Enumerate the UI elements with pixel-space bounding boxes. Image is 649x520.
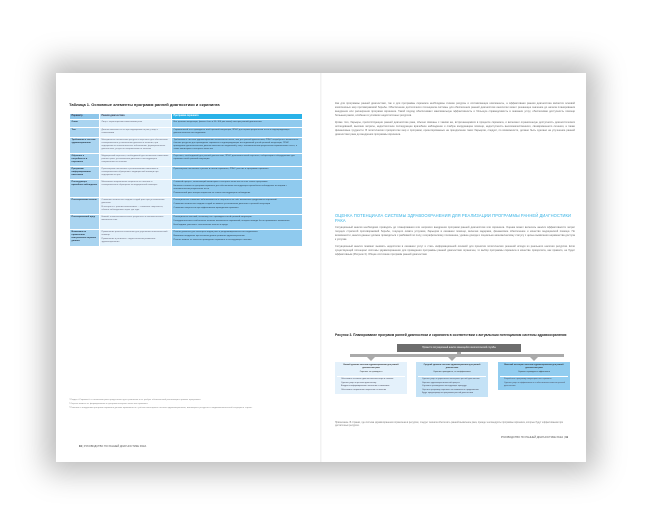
body-paragraph: Как для программы ранней диагностики, так и для программы скрининга необходимы схожие ресурсы и составляющие компоненты, а эффективная ранняя диагностика является основой комплексных мер противораковой борьбы. Обеспечение достаточного потенциала системы для обеспечения ранней диагностики онкологии имеет решающее значение до начала планирования внедрения или расширения программ скрининга. Такой подход обеспечивает максимальную эффективность и бóльшую справедливость в оказании услуг, обеспечивая доступность помощи больным раком, особенно в условиях недостаточных ресурсов. <box>335 102 575 117</box>
box-list <box>500 378 568 387</box>
early-diagnosis-cell <box>100 214 172 229</box>
figure-note: Примечание. В странах, где система здравоохранения ограничена в ресурсах, следует сначала обеспечить ранний выявление рака, прежде чем внедрять программы скрининга, которые будут эффективными при достаточных ресурсах. <box>335 422 564 428</box>
cell-paragraph: В контрасте с ранним выявлением — снижение смертности, обычно наблюдаемое через три года <box>101 205 164 211</box>
box-list-item: • Будут предотвращены программы ранней диагностики <box>422 392 486 395</box>
row-parameter: Требования к системе здравоохранения <box>70 137 100 153</box>
arrow-down-icon <box>366 356 376 361</box>
diagram-box <box>416 362 488 397</box>
screening-cell <box>172 197 303 214</box>
comparison-table <box>69 113 303 247</box>
table-row <box>70 230 303 247</box>
table-row <box>70 214 303 229</box>
table-row <box>70 153 303 166</box>
box-title: Низкий уровень системы здравоохранения для ранней диагностики рака <box>343 364 399 369</box>
left-page <box>56 73 321 462</box>
section-heading: ОЦЕНКА ПОТЕНЦИАЛА СИСТЕМЫ ЗДРАВООХРАНЕНИЯ ДЛЯ РЕАЛИЗАЦИИ ПРОГРАММЫ РАННЕЙ ДИАГНОСТИКИ РАКА <box>335 213 572 224</box>
row-parameter: Потенциальный вред <box>70 214 100 229</box>
header-early-diagnosis: Ранняя диагностика <box>100 114 172 120</box>
table-title: Таблица 1. Основные элементы программ ранней диагностики и скрининга <box>69 102 220 107</box>
screening-cell <box>172 230 303 247</box>
box-subtitle: Скрининг не проводится <box>337 371 405 377</box>
table-row <box>70 179 303 197</box>
row-parameter: Программа информирования населения <box>70 166 100 179</box>
cell-paragraph: Медицинский персонал, необходимый для выявления симптомов раннего рака, установления диагноза и последующего направления на лечение <box>101 154 169 163</box>
row-parameter: Последующее врачебное наблюдение <box>70 179 100 197</box>
diagram-top-box: Провести ситуационный анализ имеющейся онкологической службы <box>397 344 521 352</box>
cell-paragraph: Польза доказана для некоторых видов рака в рандомизированных исследованиях <box>173 231 258 234</box>
cell-paragraph: Применение в регионах с недостаточным развитием здравоохранения <box>101 238 156 243</box>
cell-paragraph: Снижение смертности при эффективном проведении скрининга <box>173 206 239 209</box>
folio-left <box>79 445 146 448</box>
diagram-box <box>498 362 570 390</box>
early-diagnosis-cell <box>100 179 172 197</box>
header-parameter: Параметр <box>70 114 100 120</box>
box-list-item: • Внедрить информирование населения о симптомах <box>341 385 405 388</box>
box-title: Средний уровень системы здравоохранения для ранней диагностики <box>423 364 481 369</box>
table-row <box>70 120 303 127</box>
intro-text <box>335 102 575 140</box>
box-list-item: • Обеспечить основные диагностические меры и лечение <box>341 378 405 381</box>
header-screening: Программа скрининга <box>172 114 303 120</box>
screening-cell <box>172 137 303 153</box>
cell-paragraph: Требования к системе здравоохранения значительно выше, чем для ранней диагностики; ЛПНС потребуется значительно больше ресурсов для проведения скрининга и подтверждающих исследований у всей целевой популяции, ЛПНС проведение дополнительных диагностических исследований у лиц с положительным результатом скринингового теста, а также мониторинг и контроль качества <box>173 138 299 150</box>
cell-paragraph: Возможно внедрение при высоком уровне развития здравоохранения <box>173 235 245 238</box>
cell-paragraph: Низкий: ложноположительные результаты и незначительные вмешательства <box>101 216 164 222</box>
early-diagnosis-cell <box>100 166 172 179</box>
box-subtitle: Скрининг проводится эффективно <box>500 371 568 377</box>
figure-caption: Рисунок 3. Планирование программ ранней диагностики и скрининга в соответствии с актуальным потенциалом системы здравоохранения <box>335 333 567 337</box>
cell-paragraph: Диагностические тесты при подозрении на рак у лица с симптомами <box>101 128 159 134</box>
cell-paragraph: Большая сложность программ скрининга для обеспечения последующего врачебного наблюдения за лицами с положительным результатом теста <box>173 185 287 190</box>
diagram-box <box>335 362 407 394</box>
box-list-item: • Оценить программу скрининга на возможность продолжения <box>422 389 486 392</box>
early-diagnosis-cell <box>100 137 172 153</box>
box-subtitle: Скрининг проводится, но неэффективно <box>418 371 486 377</box>
screening-cell <box>172 214 303 229</box>
row-parameter: Обучение и потребность в персонале <box>70 153 100 166</box>
cell-paragraph: Материально-технические ресурсы и персонал для обеспечения своевременного установления диагноза и лечения, при подозрении на онкологическое заболевание, функциональная диагностика, услуги по направлению на лечение <box>101 138 168 150</box>
cell-paragraph: Повышенный риск потери пациентов на этапах последующего наблюдения <box>173 191 251 194</box>
box-list <box>337 378 405 391</box>
running-title: РУКОВОДСТВО ПО РАННЕЙ ДИАГНОСТИКЕ РАКА <box>84 445 147 448</box>
cell-paragraph: Потенциально высокий, поскольку тест проводится всей целевой популяции <box>173 216 252 219</box>
row-parameter: Охват <box>70 120 100 127</box>
row-parameter: Тест <box>70 127 100 137</box>
cell-paragraph: Просвещение населения о распознавании симптомов и своевременном обращении к медицинской помощи при подозрении на рак <box>101 168 159 176</box>
box-list-item: • Сделать упор на эффективность и обеспечение качества ранней диагностики <box>504 382 568 388</box>
cell-paragraph: Польза зависит от качества проведения скрининга и последующего лечения <box>173 239 252 242</box>
cell-paragraph: Персонал, необходимый для ранней диагностики, ЛПНС дополнительный персонал, лаборатории и оборудование для скрининга всей целевой популяции <box>173 154 295 160</box>
box-list-item: • Разработать программу популяционного скрининга <box>504 378 568 381</box>
cell-paragraph: Применение раннего выявления для улучшения онкологической помощи <box>101 231 168 237</box>
page-number: 11 <box>565 436 568 439</box>
screening-cell <box>172 153 303 166</box>
table-row <box>70 197 303 214</box>
cell-paragraph: Гипердиагностика и избыточное лечение выявленных поражений, которые никогда бы не проявились клинически <box>173 220 290 223</box>
right-page <box>321 73 586 462</box>
cell-paragraph: Потенциальное снижение заболеваемости и смертности за счёт выявления предраковых поражений <box>173 199 277 202</box>
box-list-item: • Сделать упор на укрепление потенциала ранней диагностики <box>422 378 486 381</box>
cell-paragraph: Скрининговый тест проводится всей целевой популяции, ЛПНС для оценки результатов теста и подтверждающее диагностическое исследование <box>173 128 290 134</box>
box-list-item: • Улучшить прохождение последующих процедур <box>422 385 486 388</box>
footnotes <box>69 399 309 412</box>
running-title: РУКОВОДСТВО ПО РАННЕЙ ДИАГНОСТИКЕ РАКА <box>500 436 564 439</box>
row-parameter: Возможность применения контрольных научных данных <box>70 230 100 247</box>
cell-paragraph: Вся целевая популяция, (может быть в 50–100 раз выше) чем при ранней диагностике <box>173 121 262 124</box>
body-paragraph: Кроме того, барьеры, препятствующие ранней диагностике рака, обычно связаны с такими же, встречающимися в процессе скрининга, и включают ограниченную доступность диагностических исследований, высокие затраты, недостаточное последующее врачебное наблюдение и слабую координацию помощи, недоступность высококачественного, своевременного лечения, а также финансовые трудности. В политических приоритетах мер и программ, ориентированных на преодоление таких барьеров, следует, по возможности, должно быть сделано на улучшение ранней диагностики рака до внедрения программы скрининга. <box>335 121 575 136</box>
table-row <box>70 137 303 153</box>
screening-cell <box>172 179 303 197</box>
arrow-down-icon <box>529 356 539 361</box>
cell-paragraph: Сложный процесс, включающий мониторинг и контроль качества на всех этапах программы <box>173 181 268 184</box>
page-number: 10 <box>79 445 82 448</box>
diagram-stem <box>457 352 461 356</box>
planning-diagram <box>335 344 575 419</box>
cell-paragraph: Снижение количества поздних стадий на момент установления диагноза в целевой популяции <box>173 203 271 206</box>
screening-cell <box>172 127 303 137</box>
early-diagnosis-cell <box>100 127 172 137</box>
footnote: ² Оценка зависит от формирования и программ контроля качества скрининга. <box>69 403 149 406</box>
cell-paragraph: Лица с характерными симптомами рака <box>101 121 143 124</box>
early-diagnosis-cell <box>100 230 172 247</box>
row-parameter: Потенциальная польза <box>70 197 100 214</box>
early-diagnosis-cell <box>100 120 172 127</box>
early-diagnosis-cell <box>100 197 172 214</box>
table-row <box>70 127 303 137</box>
footnote: ³ Решение о внедрении программ скрининга должно приниматься с учётом потенциала системы здравоохранения, имеющихся ресурсов и эпидемиологической ситуации в стране. <box>69 407 253 410</box>
footnote: ¹ Раздел «Скрининг» в отношении рака представлен для сравнения и не требует обязательной реализации в рамках программы. <box>69 399 201 401</box>
folio-right <box>501 436 568 439</box>
section-text <box>335 226 575 260</box>
box-list <box>418 378 486 394</box>
arrow-down-icon <box>447 356 457 361</box>
early-diagnosis-cell <box>100 153 172 166</box>
cell-paragraph: Просвещение населения о рисках и пользе скрининга, ЛПНС участие в программе скрининга <box>173 168 269 171</box>
table-row <box>70 166 303 179</box>
body-paragraph: Ситуационный анализ поможет выявить недостатки в оказании услуг и стать информационной основой для принятия политических решений исходя из реального наличия ресурсов. Если существующий потенциал системы здравоохранения для проведения программы ранней диагностики ограничен, то выбор программы скрининга в качестве приоритета, как правило, не будет эффективным (Рисунок 3). Общее состояние программ ранней диагностики <box>335 245 575 256</box>
folio-separator: | <box>563 436 566 439</box>
book-spread <box>56 73 586 462</box>
box-list-item: • Сделать упор на раннюю диагностику <box>341 382 405 385</box>
screening-cell <box>172 166 303 179</box>
box-title: Высокий потенциал системы здравоохранения для ранней диагностики рака <box>504 364 564 369</box>
body-paragraph: Ситуационный анализ необходимо проводить до планирования или широкого внедрения программ ранней диагностики или скрининга. Оценка может включать анализ эффективности затрат текущих стратегий противораковой борьбы, текущего охвата услугами, барьеров в оказании помощи, включая задержки, финансовое обеспечение и качество медицинской помощи. По возможности, анализ данных должен проводиться с разбивкой по полу, географическому положению, уровню дохода и социально-экономическому статусу с целью выявления неравенства доступа к услугам. <box>335 226 575 241</box>
cell-paragraph: Необходимо учитывать соотношение пользы и вреда <box>173 223 228 226</box>
cell-paragraph: Механизмы направления пациентов на лечение и своевременного обращения за медицинской помощью <box>101 181 158 187</box>
box-list-item: • Обеспечить направление пациентов на лечение <box>341 389 405 392</box>
cell-paragraph: Снижение количества поздних стадий рака при установлении диагноза <box>101 199 165 205</box>
screening-cell <box>172 120 303 127</box>
box-list-item: • Укрепить здравоохранительный процесс <box>422 382 486 385</box>
folio-separator: | <box>82 445 85 448</box>
